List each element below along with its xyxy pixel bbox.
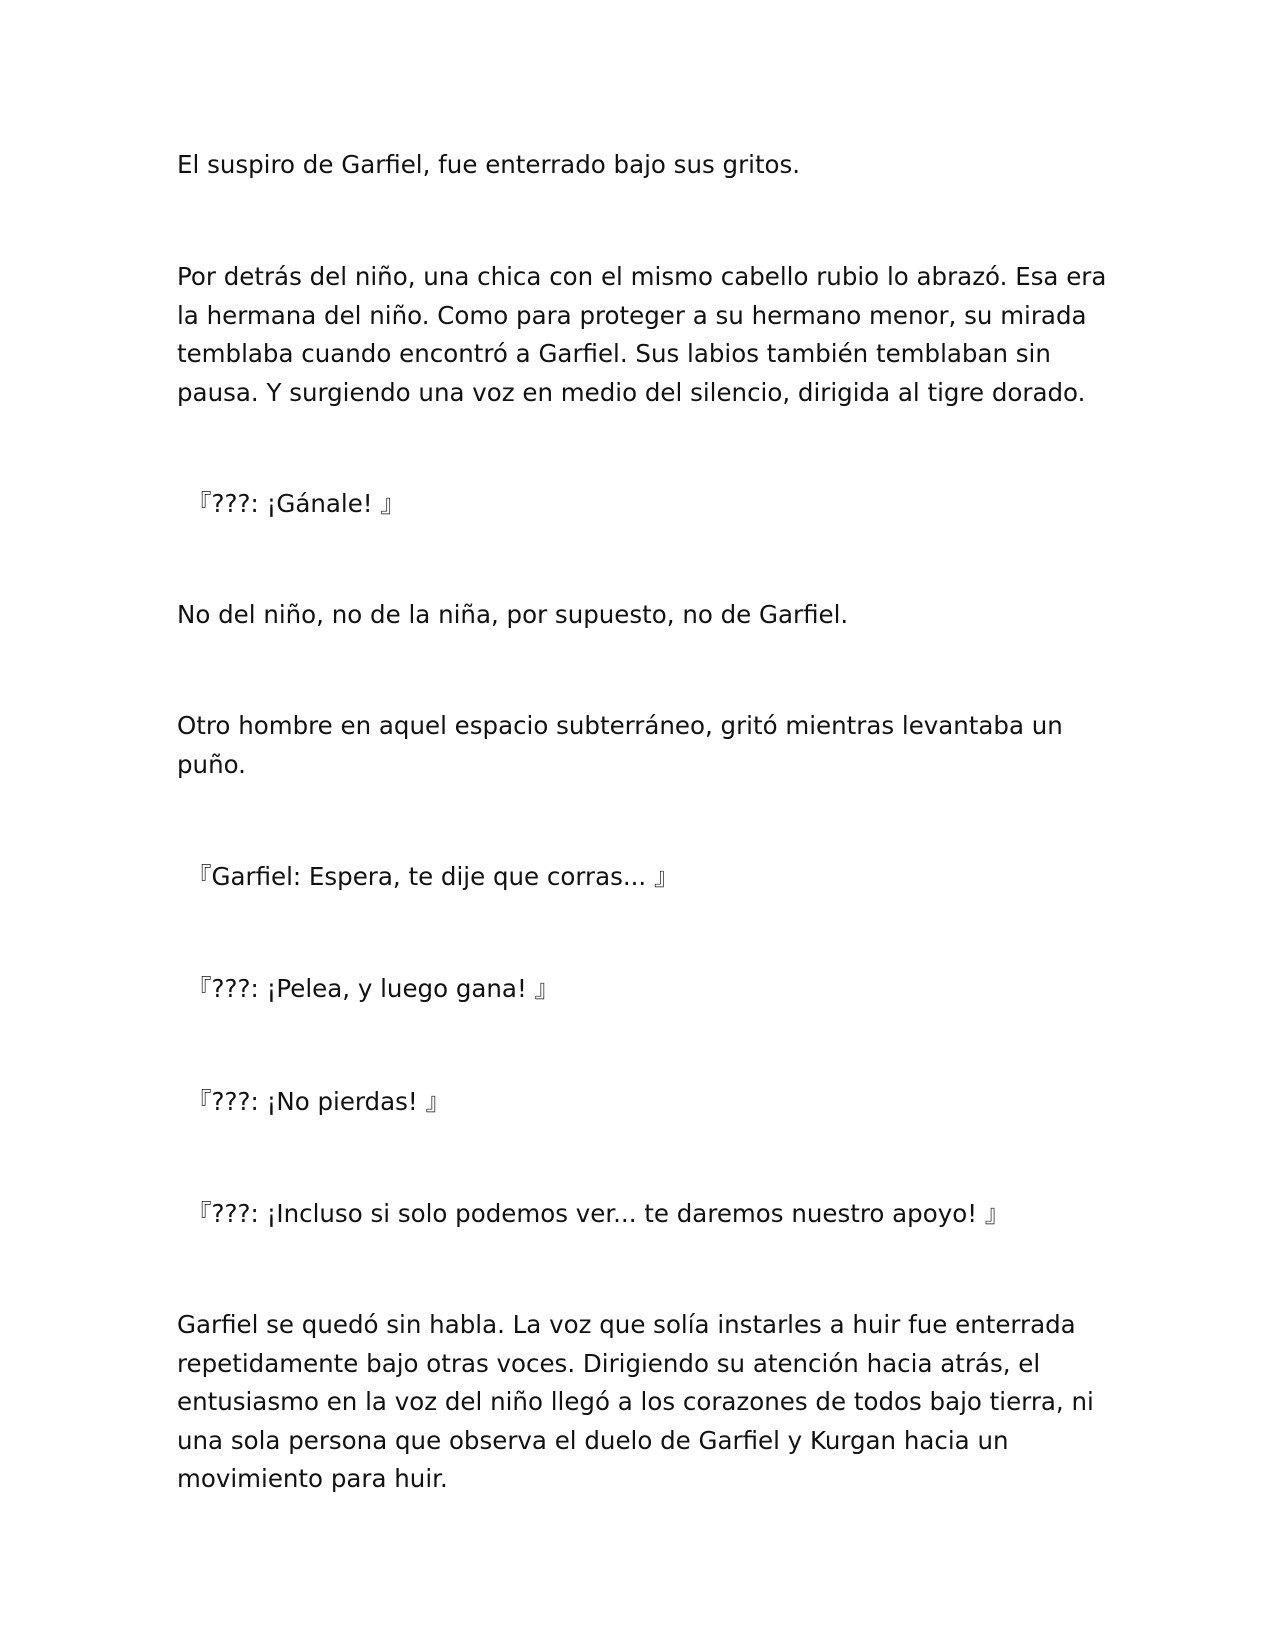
paragraph-sigh: El suspiro de Garfiel, fue enterrado bajo sus gritos. xyxy=(177,150,801,179)
dialogue-line-support: 『???: ¡Incluso si solo podemos ver... te daremos nuestro apoyo! 』 xyxy=(187,1199,1010,1228)
dialogue-line-fight: 『???: ¡Pelea, y luego gana! 』 xyxy=(187,974,560,1003)
paragraph-not-from: No del niño, no de la niña, por supuesto, no de Garfiel. xyxy=(177,600,849,629)
dialogue-line-dont-lose: 『???: ¡No pierdas! 』 xyxy=(187,1087,450,1116)
paragraph-speechless: Garfiel se quedó sin habla. La voz que solía instarles a huir fue enterrada repetidamente bajo otras voces. Dirigiendo su atención hacia atrás, el entusiasmo en la voz del niño llegó a los corazones de todos bajo tierra, ni una sola persona que observa el duelo de Garfiel y Kurgan hacia un movimiento para huir. xyxy=(177,1310,1094,1493)
paragraph-sister: Por detrás del niño, una chica con el mismo cabello rubio lo abrazó. Esa era la hermana del niño. Como para proteger a su hermano menor, su mirada temblaba cuando encontró a Garfiel. Sus labios también temblaban sin pausa. Y surgiendo una voz en medio del silencio, dirigida al tigre dorado. xyxy=(177,262,1107,407)
paragraph-another-man: Otro hombre en aquel espacio subterráneo, gritó mientras levantaba un puño. xyxy=(177,711,1063,779)
dialogue-line-garfiel: 『Garfiel: Espera, te dije que corras... 』 xyxy=(187,862,679,891)
dialogue-line-win: 『???: ¡Gánale! 』 xyxy=(187,489,405,518)
